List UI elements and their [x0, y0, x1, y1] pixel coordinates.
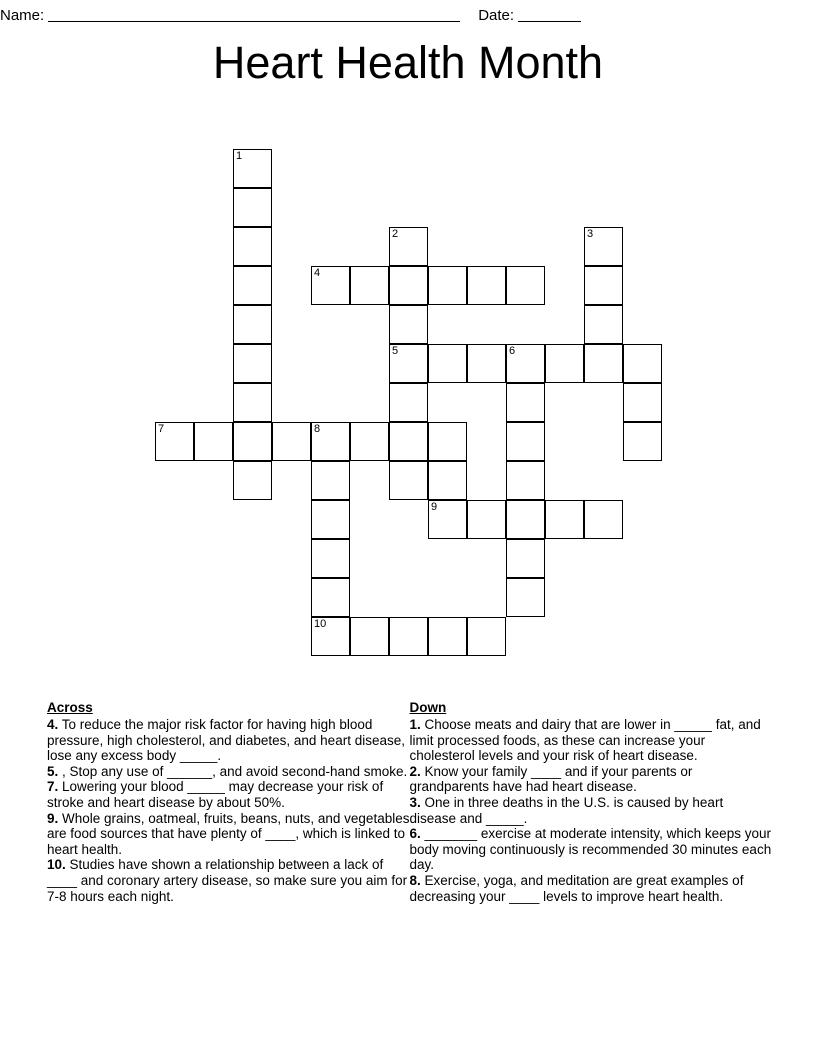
clue-item — [410, 717, 773, 764]
clue-item — [410, 826, 773, 873]
crossword-cell[interactable] — [428, 422, 467, 461]
crossword-cell[interactable] — [272, 422, 311, 461]
clue-item — [410, 795, 773, 826]
crossword-cell[interactable] — [467, 344, 506, 383]
clue-text: Studies have shown a relationship between a lack of ____ and coronary artery disease, so make sure you aim for 7-8 hours each night. — [47, 857, 408, 904]
cell-number: 9 — [431, 501, 438, 513]
clue-item — [47, 717, 410, 764]
crossword-cell[interactable] — [506, 578, 545, 617]
down-clues-column — [410, 700, 773, 904]
clue-number: 2. — [409, 763, 421, 779]
clue-text: One in three deaths in the U.S. is caused by heart disease and _____. — [409, 794, 724, 826]
crossword-cell[interactable] — [623, 344, 662, 383]
crossword-cell[interactable] — [506, 383, 545, 422]
crossword-cell[interactable] — [389, 422, 428, 461]
clue-item — [47, 857, 410, 904]
crossword-cell[interactable] — [311, 500, 350, 539]
across-clues-column — [47, 700, 410, 904]
crossword-cell[interactable] — [233, 383, 272, 422]
crossword-cell-10[interactable] — [311, 617, 350, 656]
crossword-cell[interactable] — [233, 461, 272, 500]
crossword-cell[interactable] — [428, 617, 467, 656]
clue-number: 3. — [409, 794, 421, 810]
clue-number: 5. — [47, 763, 59, 779]
crossword-cell[interactable] — [233, 305, 272, 344]
crossword-cell-7[interactable] — [155, 422, 194, 461]
name-label: Name: — [0, 6, 45, 24]
crossword-cell[interactable] — [467, 500, 506, 539]
across-clue-list — [47, 717, 410, 904]
clue-text: Whole grains, oatmeal, fruits, beans, nuts, and vegetables are food sources that have plenty of ____, which is linked to heart health. — [47, 810, 410, 857]
clue-text: Exercise, yoga, and meditation are great examples of decreasing your ____ levels to improve heart health. — [409, 872, 744, 904]
clue-number: 9. — [47, 810, 59, 826]
clue-item — [47, 811, 410, 858]
crossword-cell[interactable] — [389, 617, 428, 656]
clue-text: _______ exercise at moderate intensity, which keeps your body moving continuously is recommended 30 minutes each day. — [409, 826, 772, 873]
crossword-cell-6[interactable] — [506, 344, 545, 383]
page-title: Heart Health Month — [212, 37, 604, 88]
clue-text: Choose meats and dairy that are lower in _____ fat, and limit processed foods, as these can increase your cholesterol levels and your risk of heart disease. — [409, 717, 761, 764]
crossword-cell[interactable] — [506, 461, 545, 500]
clue-number: 10. — [47, 857, 66, 873]
cell-number: 5 — [392, 345, 399, 357]
clue-number: 8. — [409, 872, 421, 888]
crossword-cell[interactable] — [389, 305, 428, 344]
crossword-cell[interactable] — [233, 344, 272, 383]
crossword-cell[interactable] — [311, 539, 350, 578]
crossword-cell[interactable] — [623, 383, 662, 422]
clue-text: , Stop any use of ______, and avoid second-hand smoke. — [58, 763, 408, 779]
clue-item — [410, 764, 773, 795]
cell-number: 1 — [236, 150, 243, 162]
crossword-cell[interactable] — [389, 383, 428, 422]
crossword-cell-2[interactable] — [389, 227, 428, 266]
crossword-cell-4[interactable] — [311, 266, 350, 305]
crossword-cell[interactable] — [350, 422, 389, 461]
cell-number: 7 — [158, 423, 165, 435]
crossword-cell[interactable] — [506, 266, 545, 305]
clue-item — [47, 764, 410, 780]
clue-item — [47, 779, 410, 810]
crossword-cell[interactable] — [506, 539, 545, 578]
crossword-cell[interactable] — [623, 422, 662, 461]
crossword-cell[interactable] — [545, 344, 584, 383]
crossword-cell-3[interactable] — [584, 227, 623, 266]
crossword-cell[interactable] — [194, 422, 233, 461]
clue-item — [410, 873, 773, 904]
clue-number: 7. — [47, 779, 59, 795]
crossword-cell[interactable] — [389, 461, 428, 500]
crossword-cell[interactable] — [584, 500, 623, 539]
date-label: Date: — [478, 6, 515, 24]
crossword-cell[interactable] — [428, 461, 467, 500]
crossword-cell[interactable] — [428, 266, 467, 305]
clue-number: 1. — [409, 717, 421, 732]
crossword-cell[interactable] — [350, 266, 389, 305]
crossword-cell-5[interactable] — [389, 344, 428, 383]
cell-number: 10 — [314, 618, 327, 630]
cell-number: 2 — [392, 228, 399, 240]
crossword-cell[interactable] — [584, 305, 623, 344]
down-clue-list — [410, 717, 773, 904]
clue-number: 4. — [47, 717, 59, 732]
down-heading: Down — [409, 700, 447, 715]
clue-text: Lowering your blood _____ may decrease your risk of stroke and heart disease by about 50%. — [47, 779, 384, 810]
crossword-cell[interactable] — [311, 461, 350, 500]
crossword-cell[interactable] — [545, 500, 584, 539]
crossword-cell[interactable] — [506, 500, 545, 539]
crossword-cell-8[interactable] — [311, 422, 350, 461]
crossword-cell[interactable] — [350, 617, 389, 656]
clues-section — [0, 700, 816, 904]
crossword-cell-1[interactable] — [233, 149, 272, 188]
cell-number: 3 — [587, 228, 594, 240]
cell-number: 6 — [509, 345, 516, 357]
crossword-cell[interactable] — [233, 227, 272, 266]
crossword-cell[interactable] — [233, 422, 272, 461]
clue-text: To reduce the major risk factor for having high blood pressure, high cholesterol, and diabetes, and heart disease, lose any excess body _____. — [47, 717, 405, 764]
cell-number: 8 — [314, 423, 321, 435]
crossword-cell[interactable] — [506, 422, 545, 461]
crossword-cell[interactable] — [233, 266, 272, 305]
crossword-cell[interactable] — [389, 266, 428, 305]
clue-text: Know your family ____ and if your parents or grandparents have had heart disease. — [409, 763, 693, 795]
crossword-cell[interactable] — [233, 188, 272, 227]
crossword-cell[interactable] — [584, 344, 623, 383]
clue-number: 6. — [409, 826, 421, 842]
cell-number: 4 — [314, 267, 321, 279]
crossword-cell[interactable] — [467, 617, 506, 656]
crossword-cell-9[interactable] — [428, 500, 467, 539]
crossword-cell[interactable] — [311, 578, 350, 617]
crossword-cell[interactable] — [467, 266, 506, 305]
crossword-cell[interactable] — [428, 344, 467, 383]
crossword-cell[interactable] — [584, 266, 623, 305]
across-heading: Across — [47, 700, 93, 715]
